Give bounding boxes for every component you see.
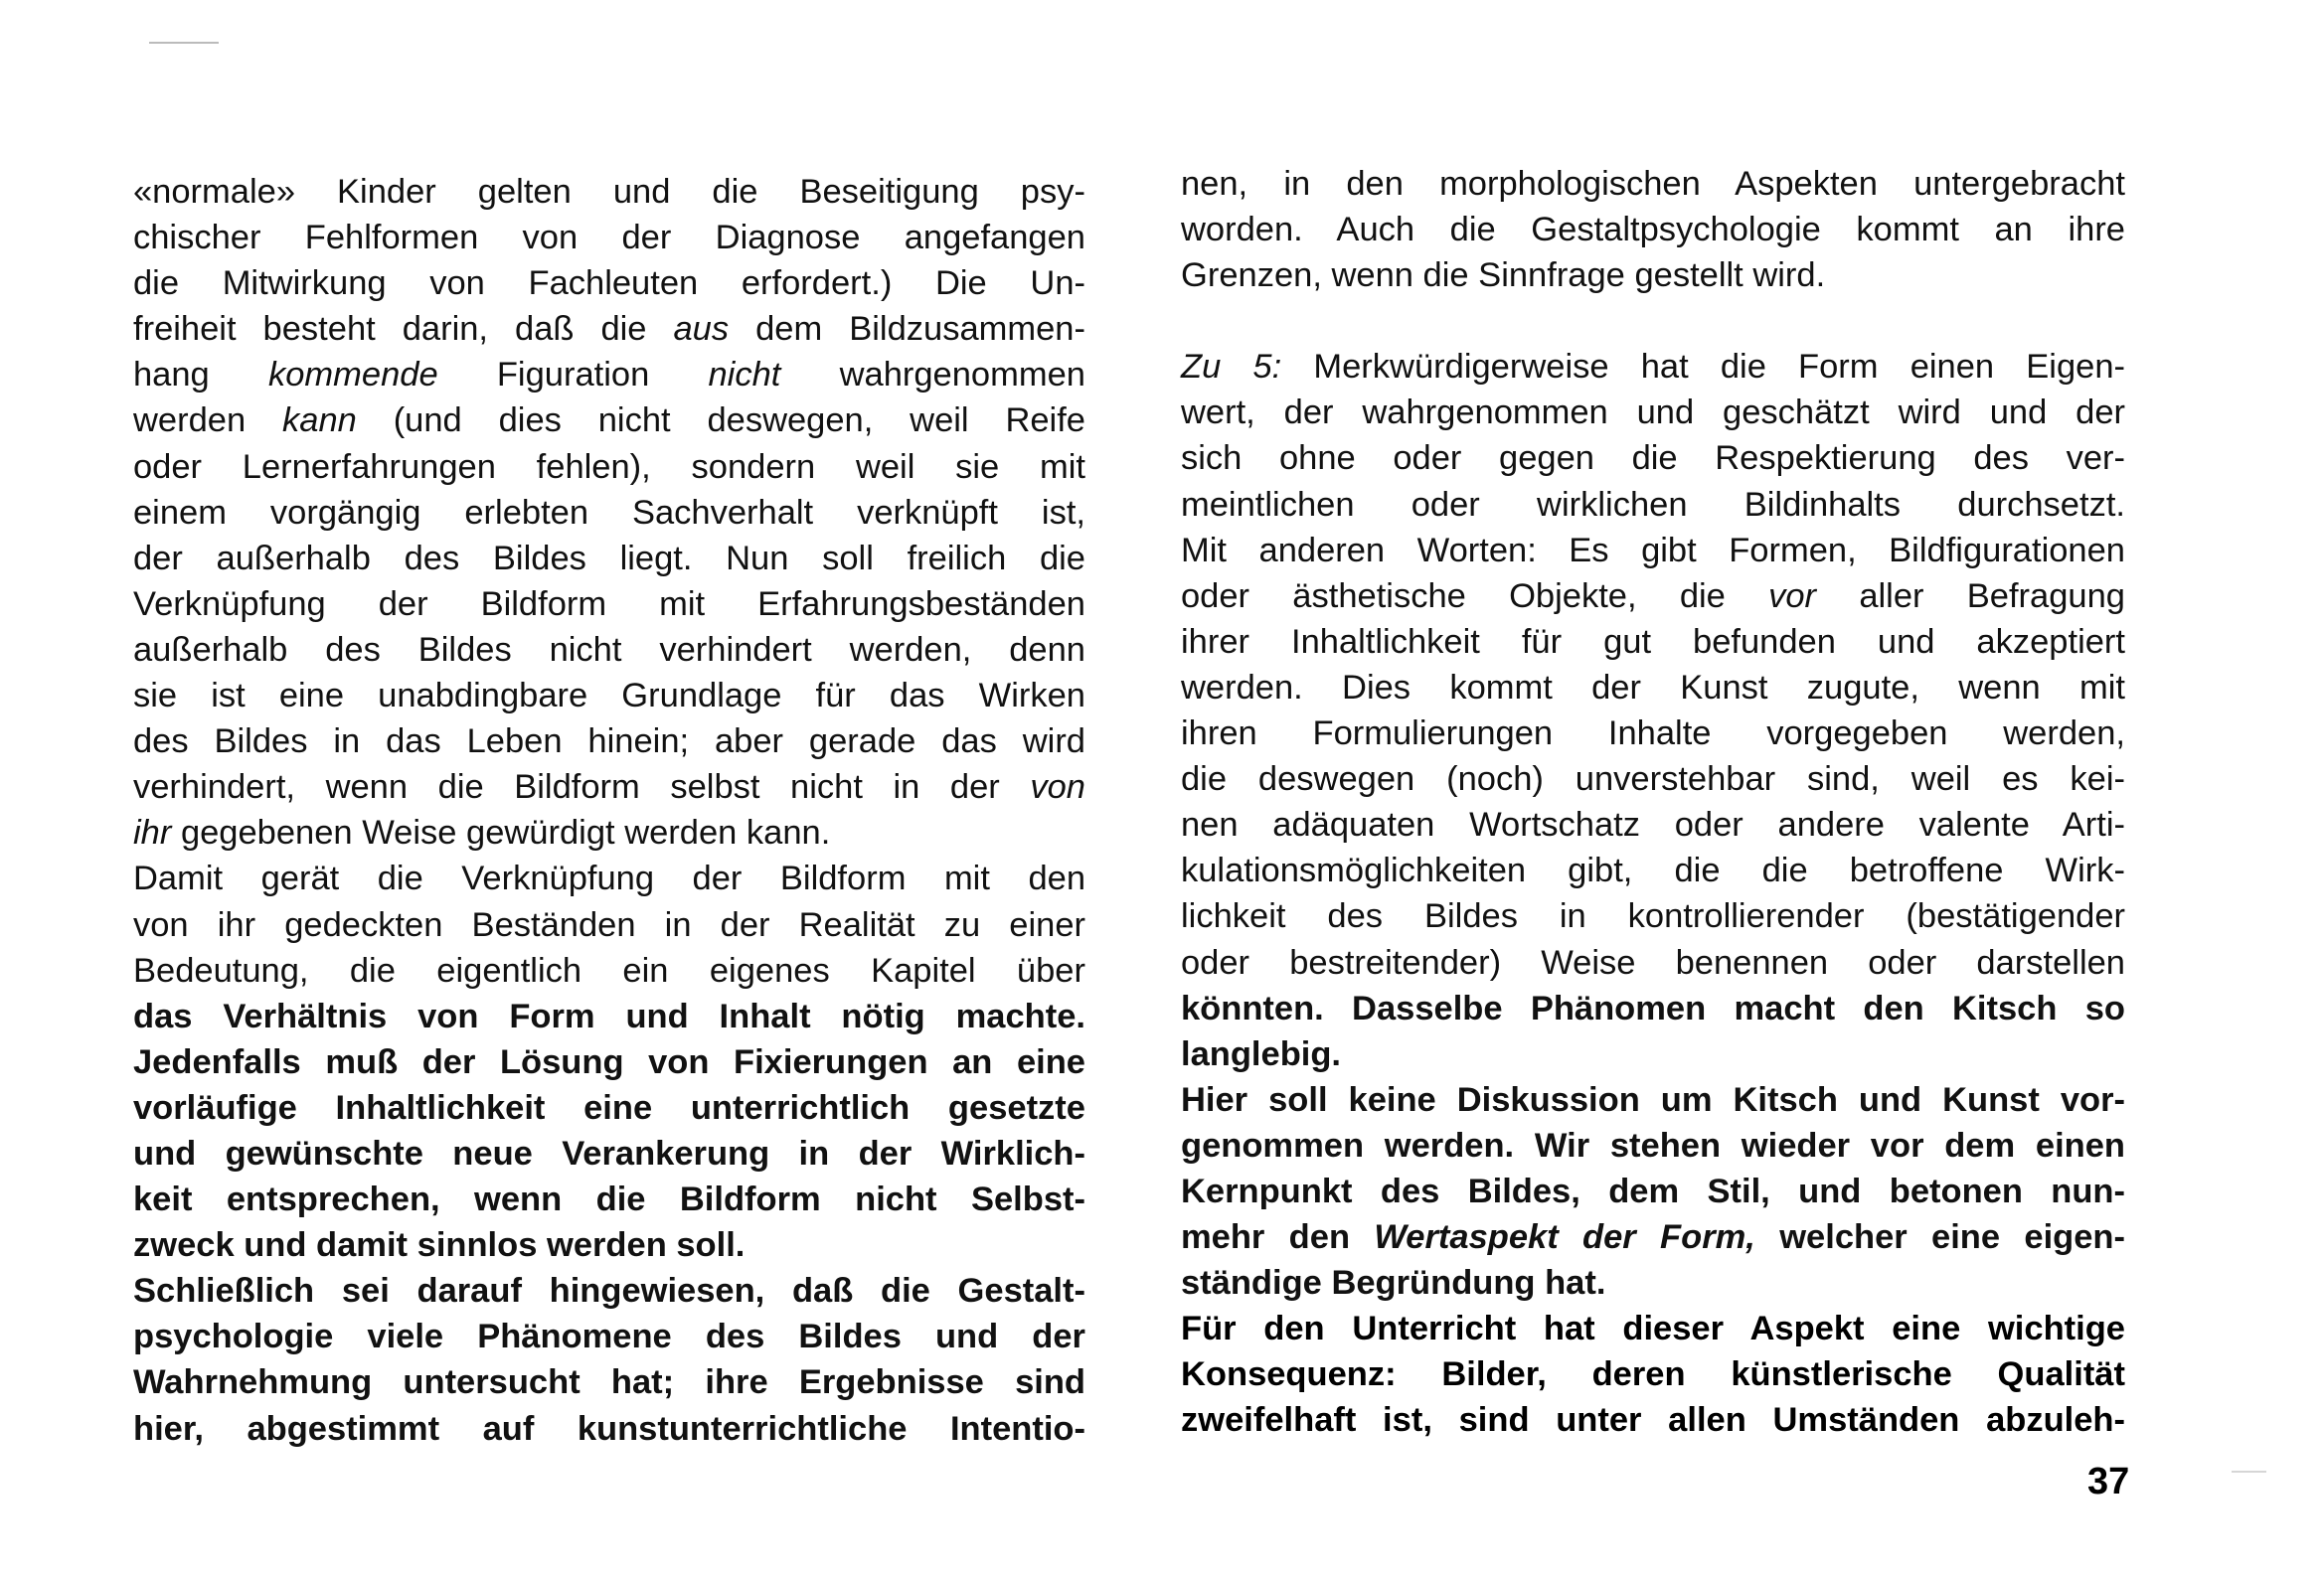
text-line: Zu 5: Merkwürdigerweise hat die Form einen Eigen- [1181, 348, 2125, 387]
text-line: sich ohne oder gegen die Respektierung des ver- [1181, 439, 2125, 478]
scan-speck [149, 42, 219, 44]
text-line: wert, der wahrgenommen und geschätzt wird und der [1181, 394, 2125, 432]
italic-word: kommende [267, 356, 438, 394]
text-line: genommen werden. Wir stehen wieder vor dem einen [1181, 1126, 2125, 1165]
italic-word: von [1030, 768, 1085, 807]
text-line: Kernpunkt des Bildes, dem Stil, und betonen nun- [1181, 1172, 2125, 1210]
text-line: «normale» Kinder gelten und die Beseitigung psy- [133, 173, 1085, 211]
scan-speck [2232, 1471, 2266, 1473]
text-line: des Bildes in das Leben hinein; aber gerade das wird [133, 722, 1085, 761]
text-line: psychologie viele Phänomene des Bildes und der [133, 1318, 1085, 1356]
text-line: keit entsprechen, wenn die Bildform nicht Selbst- [133, 1181, 1085, 1219]
text-line: Konsequenz: Bilder, deren künstlerische Qualität [1181, 1355, 2125, 1394]
text-line: meintlichen oder wirklichen Bildinhalts durchsetzt. [1181, 485, 2125, 524]
text-line: Verknüpfung der Bildform mit Erfahrungsbeständen [133, 584, 1085, 623]
text-line: chischer Fehlformen von der Diagnose angefangen [133, 219, 1085, 257]
text-line: oder Lernerfahrungen fehlen), sondern weil sie mit [133, 447, 1085, 486]
text-line: nen adäquaten Wortschatz oder andere valente Arti- [1181, 806, 2125, 845]
text-line: zweifelhaft ist, sind unter allen Umständen abzuleh- [1181, 1401, 2125, 1440]
text-line: außerhalb des Bildes nicht verhindert werden, denn [133, 630, 1085, 669]
text-line: oder ästhetische Objekte, die vor aller Befragung [1181, 576, 2125, 615]
text-line: das Verhältnis von Form und Inhalt nötig machte. [133, 997, 1085, 1035]
section-label: Zu 5: [1181, 348, 1282, 387]
text-line: ihrer Inhaltlichkeit für gut befunden und akzeptiert [1181, 622, 2125, 661]
text-line: Schließlich sei darauf hingewiesen, daß die Gestalt- [133, 1272, 1085, 1311]
text-line: Für den Unterricht hat dieser Aspekt eine wichtige [1181, 1310, 2125, 1348]
text-line: hier, abgestimmt auf kunstunterrichtliche Intentio- [133, 1409, 1085, 1448]
text-line: langlebig. [1181, 1034, 1342, 1073]
text-line: ihr gegebenen Weise gewürdigt werden kann. [133, 814, 831, 853]
left-text-column [133, 169, 1085, 1452]
page-number: 37 [2087, 1461, 2130, 1502]
text-line: werden kann (und dies nicht deswegen, weil Reife [133, 401, 1085, 440]
text-line: zweck und damit sinnlos werden soll. [133, 1226, 746, 1265]
text-line: vorläufige Inhaltlichkeit eine unterrichtlich gesetzte [133, 1088, 1085, 1127]
italic-phrase: Wertaspekt der Form, [1374, 1218, 1755, 1257]
text-line: werden. Dies kommt der Kunst zugute, wenn mit [1181, 668, 2125, 707]
text-line: einem vorgängig erlebten Sachverhalt verknüpft ist, [133, 493, 1085, 532]
italic-word: aus [673, 310, 730, 349]
paragraph-gap [1181, 298, 2125, 344]
text-line: verhindert, wenn die Bildform selbst nicht in der von [133, 768, 1085, 807]
text-line: Grenzen, wenn die Sinnfrage gestellt wird. [1181, 256, 1826, 295]
italic-word: ihr [133, 814, 172, 853]
text-line: von ihr gedeckten Beständen in der Realität zu einer [133, 905, 1085, 944]
italic-word: nicht [708, 356, 781, 394]
italic-word: vor [1768, 576, 1817, 615]
text-line: die Mitwirkung von Fachleuten erfordert.) Die Un- [133, 264, 1085, 303]
italic-word: kann [282, 401, 357, 440]
text-line: der außerhalb des Bildes liegt. Nun soll freilich die [133, 539, 1085, 577]
text-line: worden. Auch die Gestaltpsychologie kommt an ihre [1181, 211, 2125, 249]
text-line: könnten. Dasselbe Phänomen macht den Kitsch so [1181, 989, 2125, 1027]
text-line: und gewünschte neue Verankerung in der Wirklich- [133, 1134, 1085, 1173]
text-line: mehr den Wertaspekt der Form, welcher eine eigen- [1181, 1218, 2125, 1257]
text-line: Hier soll keine Diskussion um Kitsch und Kunst vor- [1181, 1080, 2125, 1119]
text-line: Mit anderen Worten: Es gibt Formen, Bildfigurationen [1181, 531, 2125, 569]
text-line: Bedeutung, die eigentlich ein eigenes Kapitel über [133, 951, 1085, 990]
text-line: freiheit besteht darin, daß die aus dem Bildzusammen- [133, 310, 1085, 349]
text-line: Wahrnehmung untersucht hat; ihre Ergebnisse sind [133, 1363, 1085, 1402]
right-text-column [1181, 161, 2125, 1444]
text-line: hang kommende Figuration nicht wahrgenommen [133, 356, 1085, 394]
text-line: Jedenfalls muß der Lösung von Fixierungen an eine [133, 1042, 1085, 1081]
text-line: kulationsmöglichkeiten gibt, die die betroffene Wirk- [1181, 852, 2125, 890]
text-line: sie ist eine unabdingbare Grundlage für das Wirken [133, 677, 1085, 715]
text-line: Damit gerät die Verknüpfung der Bildform mit den [133, 860, 1085, 898]
text-line: ihren Formulierungen Inhalte vorgegeben werden, [1181, 714, 2125, 753]
text-line: lichkeit des Bildes in kontrollierender (bestätigender [1181, 897, 2125, 936]
text-line: ständige Begründung hat. [1181, 1264, 1606, 1303]
text-line: nen, in den morphologischen Aspekten untergebracht [1181, 165, 2125, 203]
text-line: die deswegen (noch) unverstehbar sind, weil es kei- [1181, 760, 2125, 799]
text-line: oder bestreitender) Weise benennen oder darstellen [1181, 943, 2125, 982]
